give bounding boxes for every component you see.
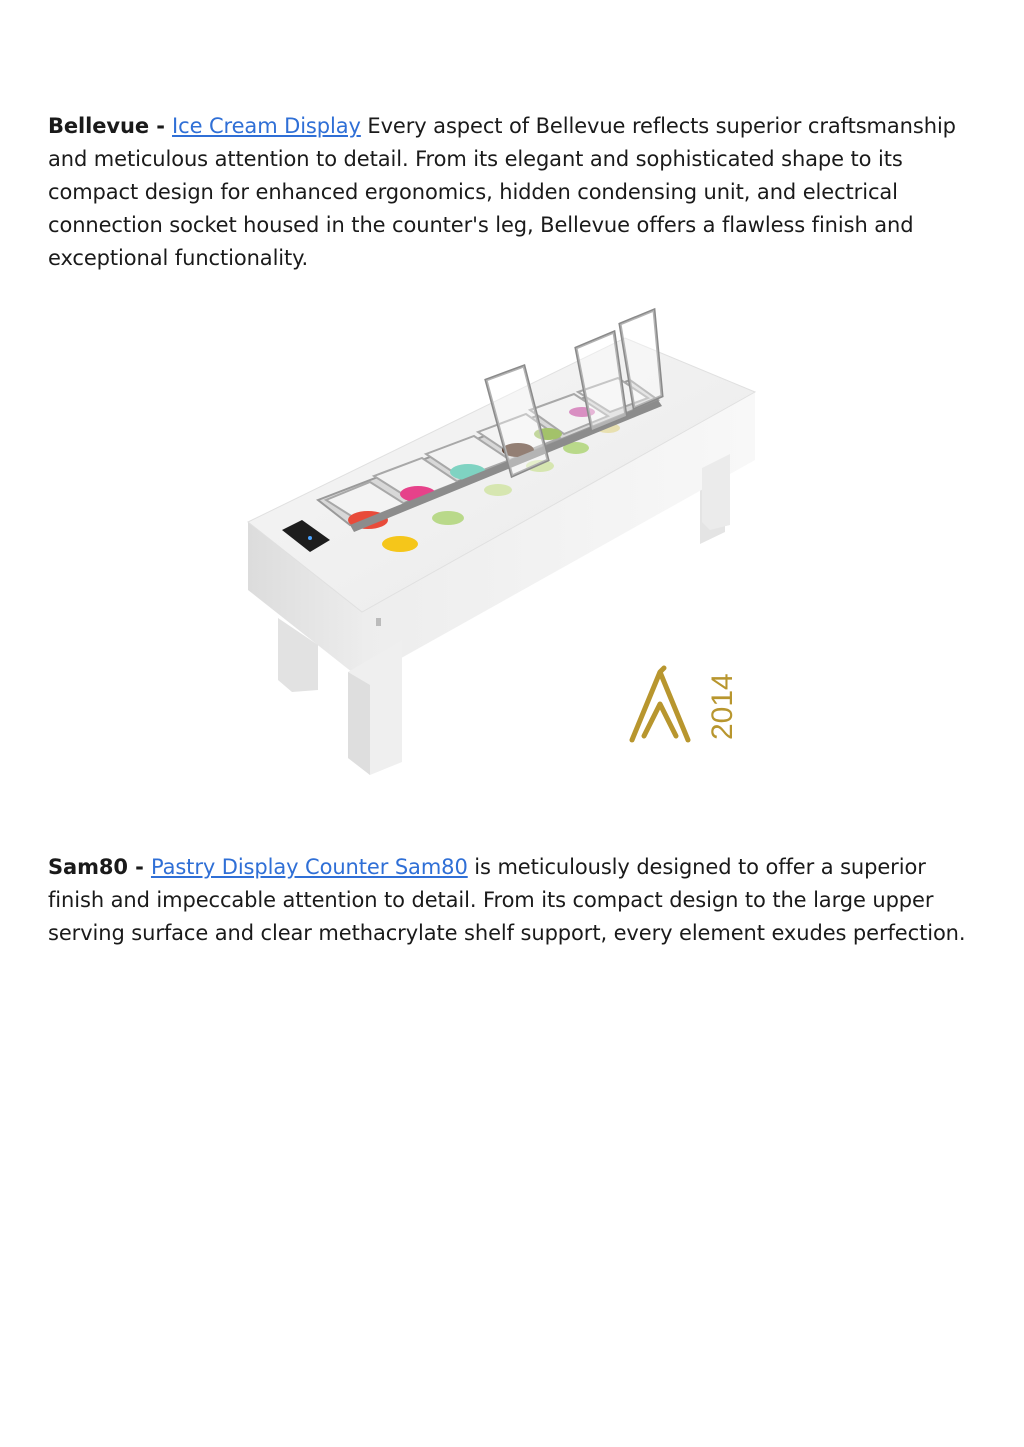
sam80-title: Sam80 -	[48, 855, 151, 879]
bellevue-paragraph	[48, 110, 978, 275]
ice-cream-display-link[interactable]: Ice Cream Display	[172, 114, 361, 138]
award-year: 2014	[706, 673, 739, 740]
pastry-display-counter-link[interactable]: Pastry Display Counter Sam80	[150, 855, 468, 879]
bellevue-title: Bellevue -	[48, 114, 173, 138]
award-logo	[632, 668, 739, 740]
bellevue-product-image	[230, 300, 770, 790]
sam80-paragraph	[48, 851, 978, 950]
sam80-description: is meticulously designed to offer a superior finish and impeccable attention to detail. From its compact design to the large upper serving surface and clear methacrylate shelf support, every element exudes perfection.	[48, 855, 966, 945]
bellevue-description: Every aspect of Bellevue reflects superior craftsmanship and meticulous attention to detail. From its elegant and sophisticated shape to its compact design for enhanced ergonomics, hidden condensing unit, and electrical connection socket housed in the counter's leg, Bellevue offers a flawless finish and exceptional functionality.	[48, 114, 956, 270]
